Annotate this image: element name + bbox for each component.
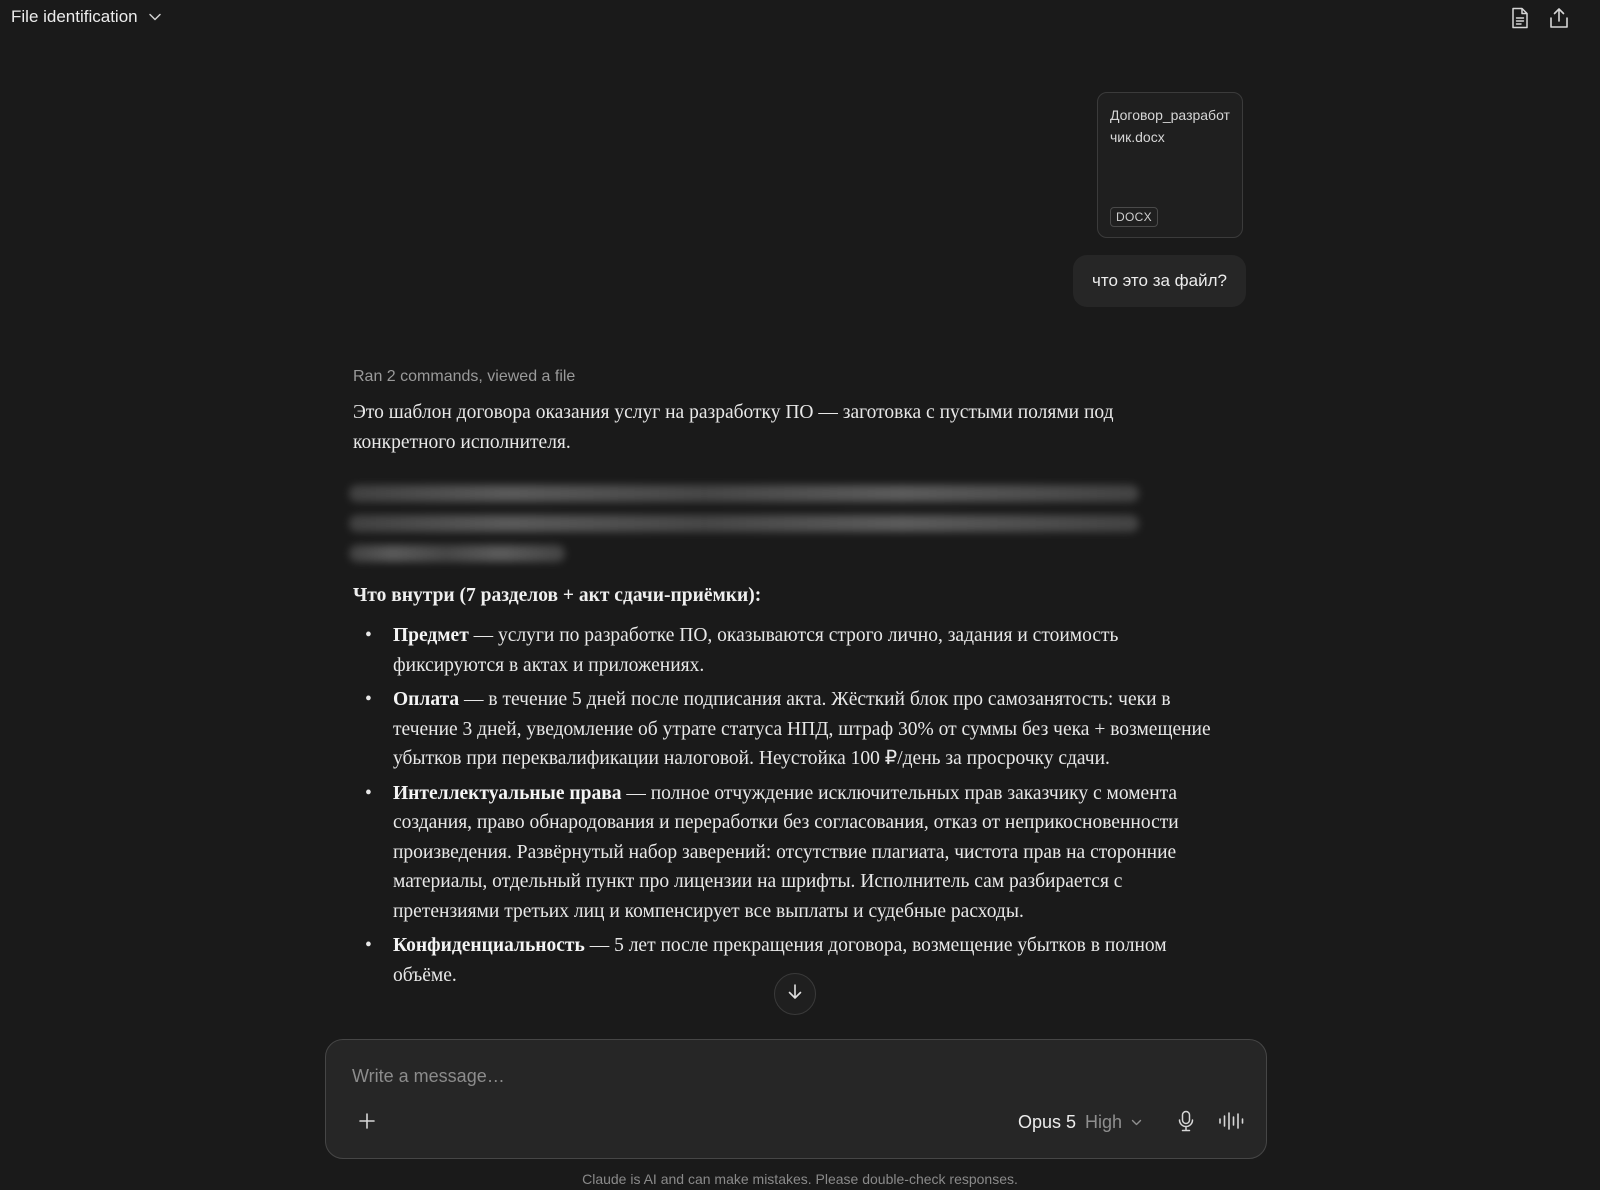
ai-disclaimer: Claude is AI and can make mistakes. Please double-check responses. [582,1171,1018,1187]
list-item-title: Оплата [393,689,460,710]
list-item-text: — полное отчуждение исключительных прав заказчику с момента создания, право обнародования и переработки без согласования, отказ от неприкосновенности произведения. Развёрнутый набор заверений: отсутствие плагиата, чистота прав на сторонние материалы, отдельный пункт про лицензии на шрифты. Исполнитель сам разбирается с претензиями третьих лиц и компенсирует все выплаты и судебные расходы. [393,782,1179,922]
model-selector[interactable] [1018,1112,1142,1133]
voice-waveform-icon [1218,1111,1246,1136]
effort-level: High [1085,1112,1123,1132]
list-item [353,685,1213,774]
share-icon[interactable] [1547,6,1571,30]
file-type-badge: DOCX [1110,207,1158,227]
scroll-to-bottom-button[interactable] [774,973,816,1015]
response-intro: Это шаблон договора оказания услуг на разработку ПО — заготовка с пустыми полями под конкретного исполнителя. [353,402,1114,453]
model-name: Opus 5 [1018,1112,1077,1132]
document-icon[interactable] [1508,6,1532,30]
chevron-down-icon [1131,1112,1142,1133]
redacted-text-block [353,477,1213,561]
conversation-title-button[interactable] [11,7,162,27]
list-item-text: — в течение 5 дней после подписания акта. Жёсткий блок про самозанятость: чеки в течение 3 дней, уведомление об утрате статуса НПД, штраф 30% от суммы без чека + возмещение убытков при переквалификации налоговой. Неустойка 100 ₽/день за просрочку сдачи. [393,689,1211,769]
voice-mode-button[interactable] [1214,1108,1250,1138]
attachment-card[interactable] [1097,92,1243,238]
top-bar [0,0,1600,40]
conversation-title: File identification [11,7,138,26]
list-item [353,779,1213,927]
attachment-filename: Договор_разработчик.docx [1110,107,1230,145]
chevron-down-icon [148,10,162,24]
list-item-title: Предмет [393,625,469,646]
list-item-title: Конфиденциальность [393,935,585,956]
section-heading: Что внутри (7 разделов + акт сдачи-приёмки): [353,585,762,606]
contract-sections-list [353,621,1213,990]
list-item-text: — услуги по разработке ПО, оказываются строго лично, задания и стоимость фиксируются в актах и приложениях. [393,625,1119,676]
message-input[interactable] [350,1060,954,1092]
plus-icon [358,1112,376,1135]
microphone-icon [1177,1110,1195,1137]
tool-activity-summary[interactable]: Ran 2 commands, viewed a file [353,368,576,385]
list-item-text: — 5 лет после прекращения договора, возмещение убытков в полном объёме. [393,935,1167,986]
assistant-response [353,368,1213,995]
list-item-title: Интеллектуальные права [393,782,622,804]
user-message-bubble: что это за файл? [1073,255,1246,307]
list-item [353,621,1213,680]
dictation-button[interactable] [1171,1108,1201,1138]
add-attachment-button[interactable] [352,1108,382,1138]
arrow-down-icon [787,983,803,1006]
message-composer [325,1039,1267,1159]
